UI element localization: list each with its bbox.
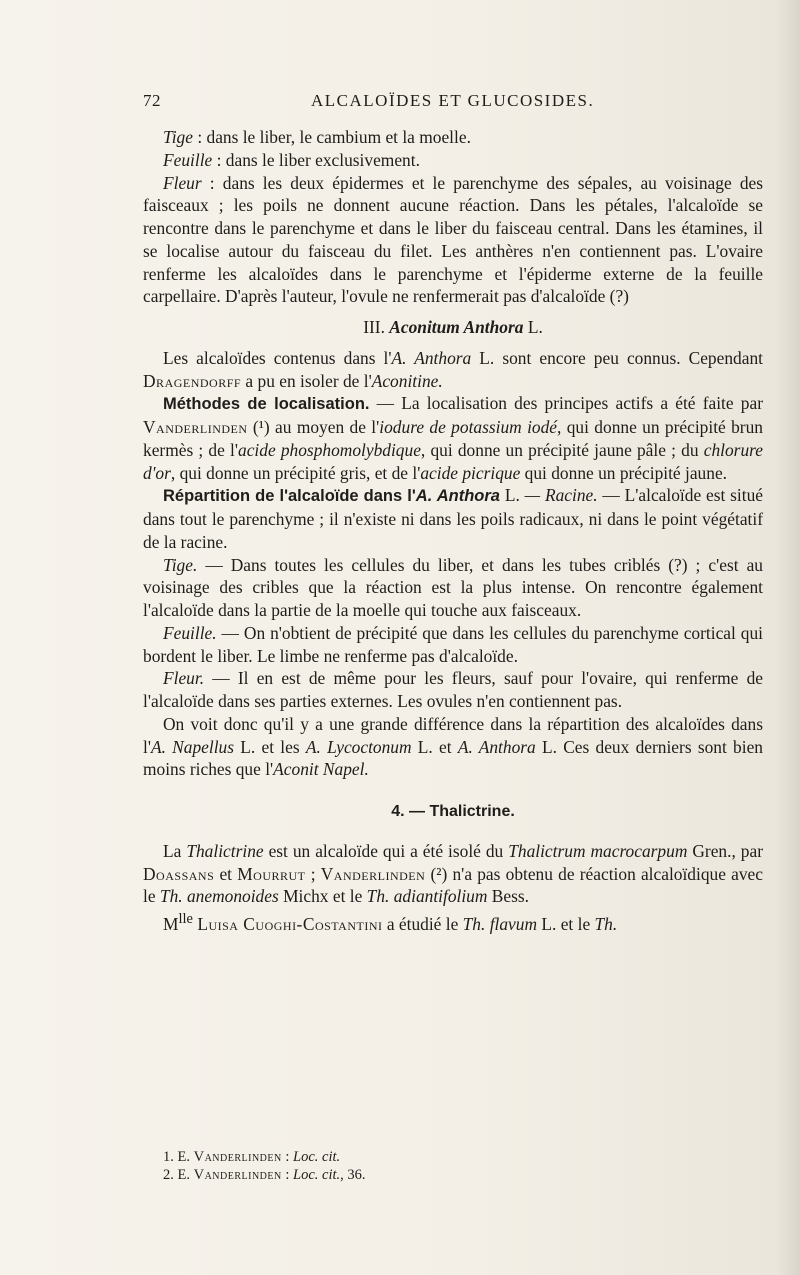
footnote-2: 2. E. Vanderlinden : Loc. cit., 36. [163,1167,366,1183]
paragraph-feuille: Feuille : dans le liber exclusivement. [163,149,420,170]
paragraph-fleur-2: Fleur. — Il en est de même pour les fleurs, sauf pour l'ovaire, qui renferme de l'alcaloïde dans ses parties externes. Les ovules n'en contiennent pas. [143,668,763,711]
page-header [143,91,766,115]
heading-methodes: Méthodes de localisation. [163,395,370,414]
paragraph-tige-2: Tige. — Dans toutes les cellules du liber, et dans les tubes criblés (?) ; c'est au voisinage des cribles que la réaction est la plus intense. On rencontre également l'alcaloïde dans la partie de la moelle qui touche aux faisceaux. [143,554,763,620]
heading-repartition: Répartition de l'alcaloïde dans l'A. Anthora [163,487,500,506]
paragraph-fleur: Fleur : dans les deux épidermes et le parenchyme des sépales, au voisinage des faisceaux ; les poils ne donnent aucune réaction. Dans les pétales, l'alcaloïde se rencontre dans le parenchyme et dans le liber du faisceau central. Dans les étamines, il se localise autour du faisceau du filet. Les anthères n'en contiennent pas. L'ovaire renferme les alcaloïdes dans le parenchyme et l'épiderme externe de la feuille carpellaire. D'après l'auteur, l'ovule ne renfermerait pas d'alcaloïde (?) [143,172,763,307]
paragraph-tige: Tige : dans le liber, le cambium et la moelle. [163,127,471,147]
page-number: 72 [143,91,161,110]
paragraph-feuille-2: Feuille. — On n'obtient de précipité que dans les cellules du parenchyme cortical qui bordent le liber. Le limbe ne renferme pas d'alcaloïde. [143,622,763,666]
section-heading-thalictrine: 4. — Thalictrine. [391,803,515,820]
paragraph-anthora-intro: Les alcaloïdes contenus dans l'A. Anthora L. sont encore peu connus. Cependant Dragendorff a pu en isoler de l'Aconitine. [143,347,763,391]
label-feuille: Feuille [163,149,213,170]
page-body [143,126,763,936]
paragraph-repartition: Répartition de l'alcaloïde dans l'A. Anthora L. — Racine. — L'alcaloïde est situé dans tout le parenchyme ; il n'existe ni dans les poils radicaux, ni dans le point végétatif de la racine. [143,485,763,552]
paragraph-cuoghi: $M^{lle}$ Luisa Cuoghi-Costantini a étudié le Th. flavum L. et le Th. [163,911,618,934]
section-heading-anthora: III. Aconitum Anthora L. [363,317,543,337]
footnotes [163,1148,723,1184]
label-fleur: Fleur [163,172,202,193]
footnote-1: 1. E. Vanderlinden : Loc. cit. [163,1149,341,1165]
running-title: ALCALOÏDES ET GLUCOSIDES. [311,91,595,110]
paragraph-methodes: Méthodes de localisation. — La localisation des principes actifs a été faite par Vanderlinden (¹) au moyen de l'iodure de potassium iodé, qui donne un précipité brun kermès ; de l'acide phosphomolybdique, qui donne un précipité jaune pâle ; du chlorure d'or, qui donne un précipité gris, et de l'acide picrique qui donne un précipité jaune. [143,393,763,483]
label-tige: Tige [163,127,193,147]
paragraph-conclusion: On voit donc qu'il y a une grande différence dans la répartition des alcaloïdes dans l'A. Napellus L. et les A. Lycoctonum L. et A. Anthora L. Ces deux derniers sont bien moins riches que l'Aconit Napel. [143,713,764,780]
paragraph-thalictrine: La Thalictrine est un alcaloïde qui a été isolé du Thalictrum macrocarpum Gren., par Doassans et Mourrut ; Vanderlinden (²) n'a pas obtenu de réaction alcaloïdique avec le Th. anemonoides Michx et le Th. adiantifolium Bess. [143,840,763,907]
